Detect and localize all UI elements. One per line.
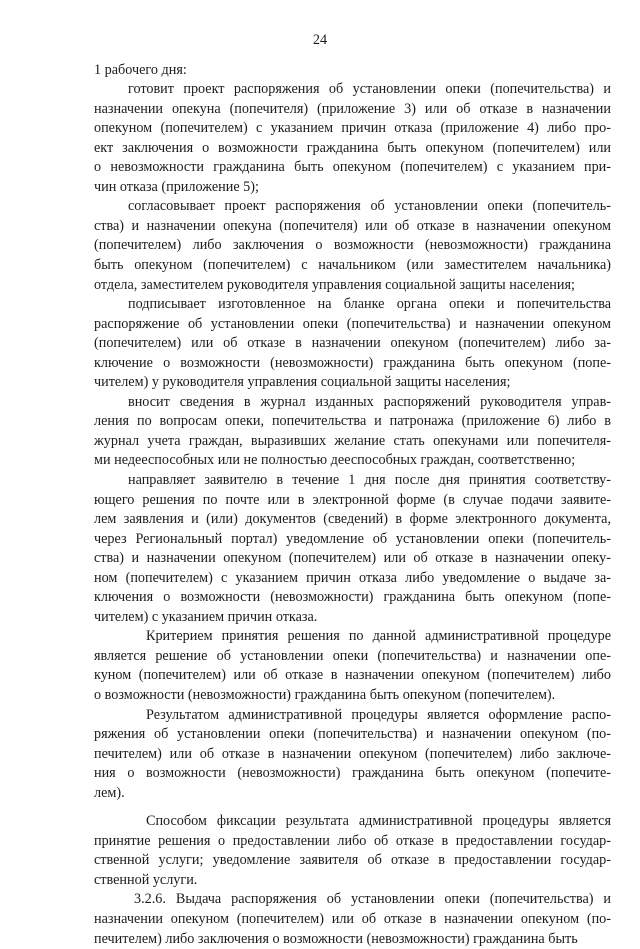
text-line: подписывает изготовленное на бланке органа опеки и попечительства [94,295,611,315]
text-line: ющего решения по почте или в электронной форме (в случае подачи заявите- [94,491,611,511]
text-line: о возможности (невозможности) гражданина быть опекуном (попечителем). [94,686,611,706]
text-line: вносит сведения в журнал изданных распоряжений руководителя управ- [94,393,611,413]
text-line: назначении опекуна (попечителя) (приложение 3) или об отказе в назначении [94,100,611,120]
paragraph [94,295,611,393]
paragraph [94,61,611,81]
text-line: ния о возможности (невозможности) гражданина быть опекуном (попечите- [94,764,611,784]
text-line: печителем) либо заключения о возможности (невозможности) гражданина быть [94,930,611,949]
text-line: (попечителем) или об отказе в назначении опекуном (попечителем) либо за- [94,334,611,354]
text-line: чин отказа (приложение 5); [94,178,611,198]
text-line: ления по вопросам опеки, попечительства и патронажа (приложение 6) либо в [94,412,611,432]
text-line: ми недееспособных или не полностью дееспособных граждан, соответственно; [94,451,611,471]
text-line: ном (попечителем) с указанием причин отказа либо уведомление о выдаче за- [94,569,611,589]
text-line: 1 рабочего дня: [94,61,611,81]
text-line: ряжения об установлении опеки (попечительства) и назначении опекуном (по- [94,725,611,745]
paragraph [94,471,611,627]
text-line: о невозможности гражданина быть опекуном (попечителем) с указанием при- [94,158,611,178]
text-line: ственной услуги; уведомление заявителя об отказе в предоставлении государ- [94,851,611,871]
text-line: лем). [94,784,611,804]
text-line: согласовывает проект распоряжения об установлении опеки (попечитель- [94,197,611,217]
text-line: ект заключения о возможности гражданина быть опекуном (попечителем) или [94,139,611,159]
text-line: является решение об установлении опеки (попечительства) и назначении опе- [94,647,611,667]
text-line: ключения о возможности (невозможности) гражданина быть опекуном (попе- [94,588,611,608]
text-line: Результатом административной процедуры является оформление распо- [94,706,611,726]
document-body [94,61,611,949]
text-line: распоряжение об установлении опеки (попечительства) и назначении опекуном [94,315,611,335]
paragraph [94,197,611,295]
text-line: чителем) у руководителя управления социальной защиты населения; [94,373,611,393]
text-line: принятие решения о предоставлении либо об отказе в предоставлении государ- [94,832,611,852]
text-line: 3.2.6. Выдача распоряжения об установлении опеки (попечительства) и [94,890,611,910]
paragraph [94,890,611,949]
paragraph [94,80,611,197]
text-line: отдела, заместителем руководителя управления социальной защиты населения; [94,276,611,296]
paragraph [94,393,611,471]
paragraph [94,627,611,705]
text-line: ственной услуги. [94,871,611,891]
text-line: ключение о возможности (невозможности) гражданина быть опекуном (попе- [94,354,611,374]
text-line: быть опекуном (попечителем) с начальником (или заместителем начальника) [94,256,611,276]
text-line: (попечителем) либо заключения о возможности (невозможности) гражданина [94,236,611,256]
text-line: ства) и назначении опекуном (попечителем) или об отказе в назначении опеку- [94,549,611,569]
text-line: направляет заявителю в течение 1 дня после дня принятия соответству- [94,471,611,491]
paragraph [94,706,611,804]
page-number: 24 [0,32,640,48]
text-line: журнал учета граждан, выразивших желание стать опекунами или попечителя- [94,432,611,452]
text-line: Способом фиксации результата административной процедуры является [94,812,611,832]
text-line: куном (попечителем) или об отказе в назначении опекуном (попечителем) либо [94,666,611,686]
text-line: лем заявления и (или) документов (сведений) в форме электронного документа, [94,510,611,530]
text-line: готовит проект распоряжения об установлении опеки (попечительства) и [94,80,611,100]
text-line: опекуном (попечителем) с указанием причин отказа (приложение 4) либо про- [94,119,611,139]
text-line: назначении опекуном (попечителем) или об отказе в назначении опекуном (по- [94,910,611,930]
text-line: печителем) или об отказе в назначении опекуном (попечителем) либо заключе- [94,745,611,765]
text-line: чителем) с указанием причин отказа. [94,608,611,628]
text-line: ства) и назначении опекуна (попечителя) или об отказе в назначении опекуном [94,217,611,237]
text-line: через Региональный портал) уведомление об установлении опеки (попечитель- [94,530,611,550]
text-line: Критерием принятия решения по данной административной процедуре [94,627,611,647]
paragraph [94,812,611,890]
